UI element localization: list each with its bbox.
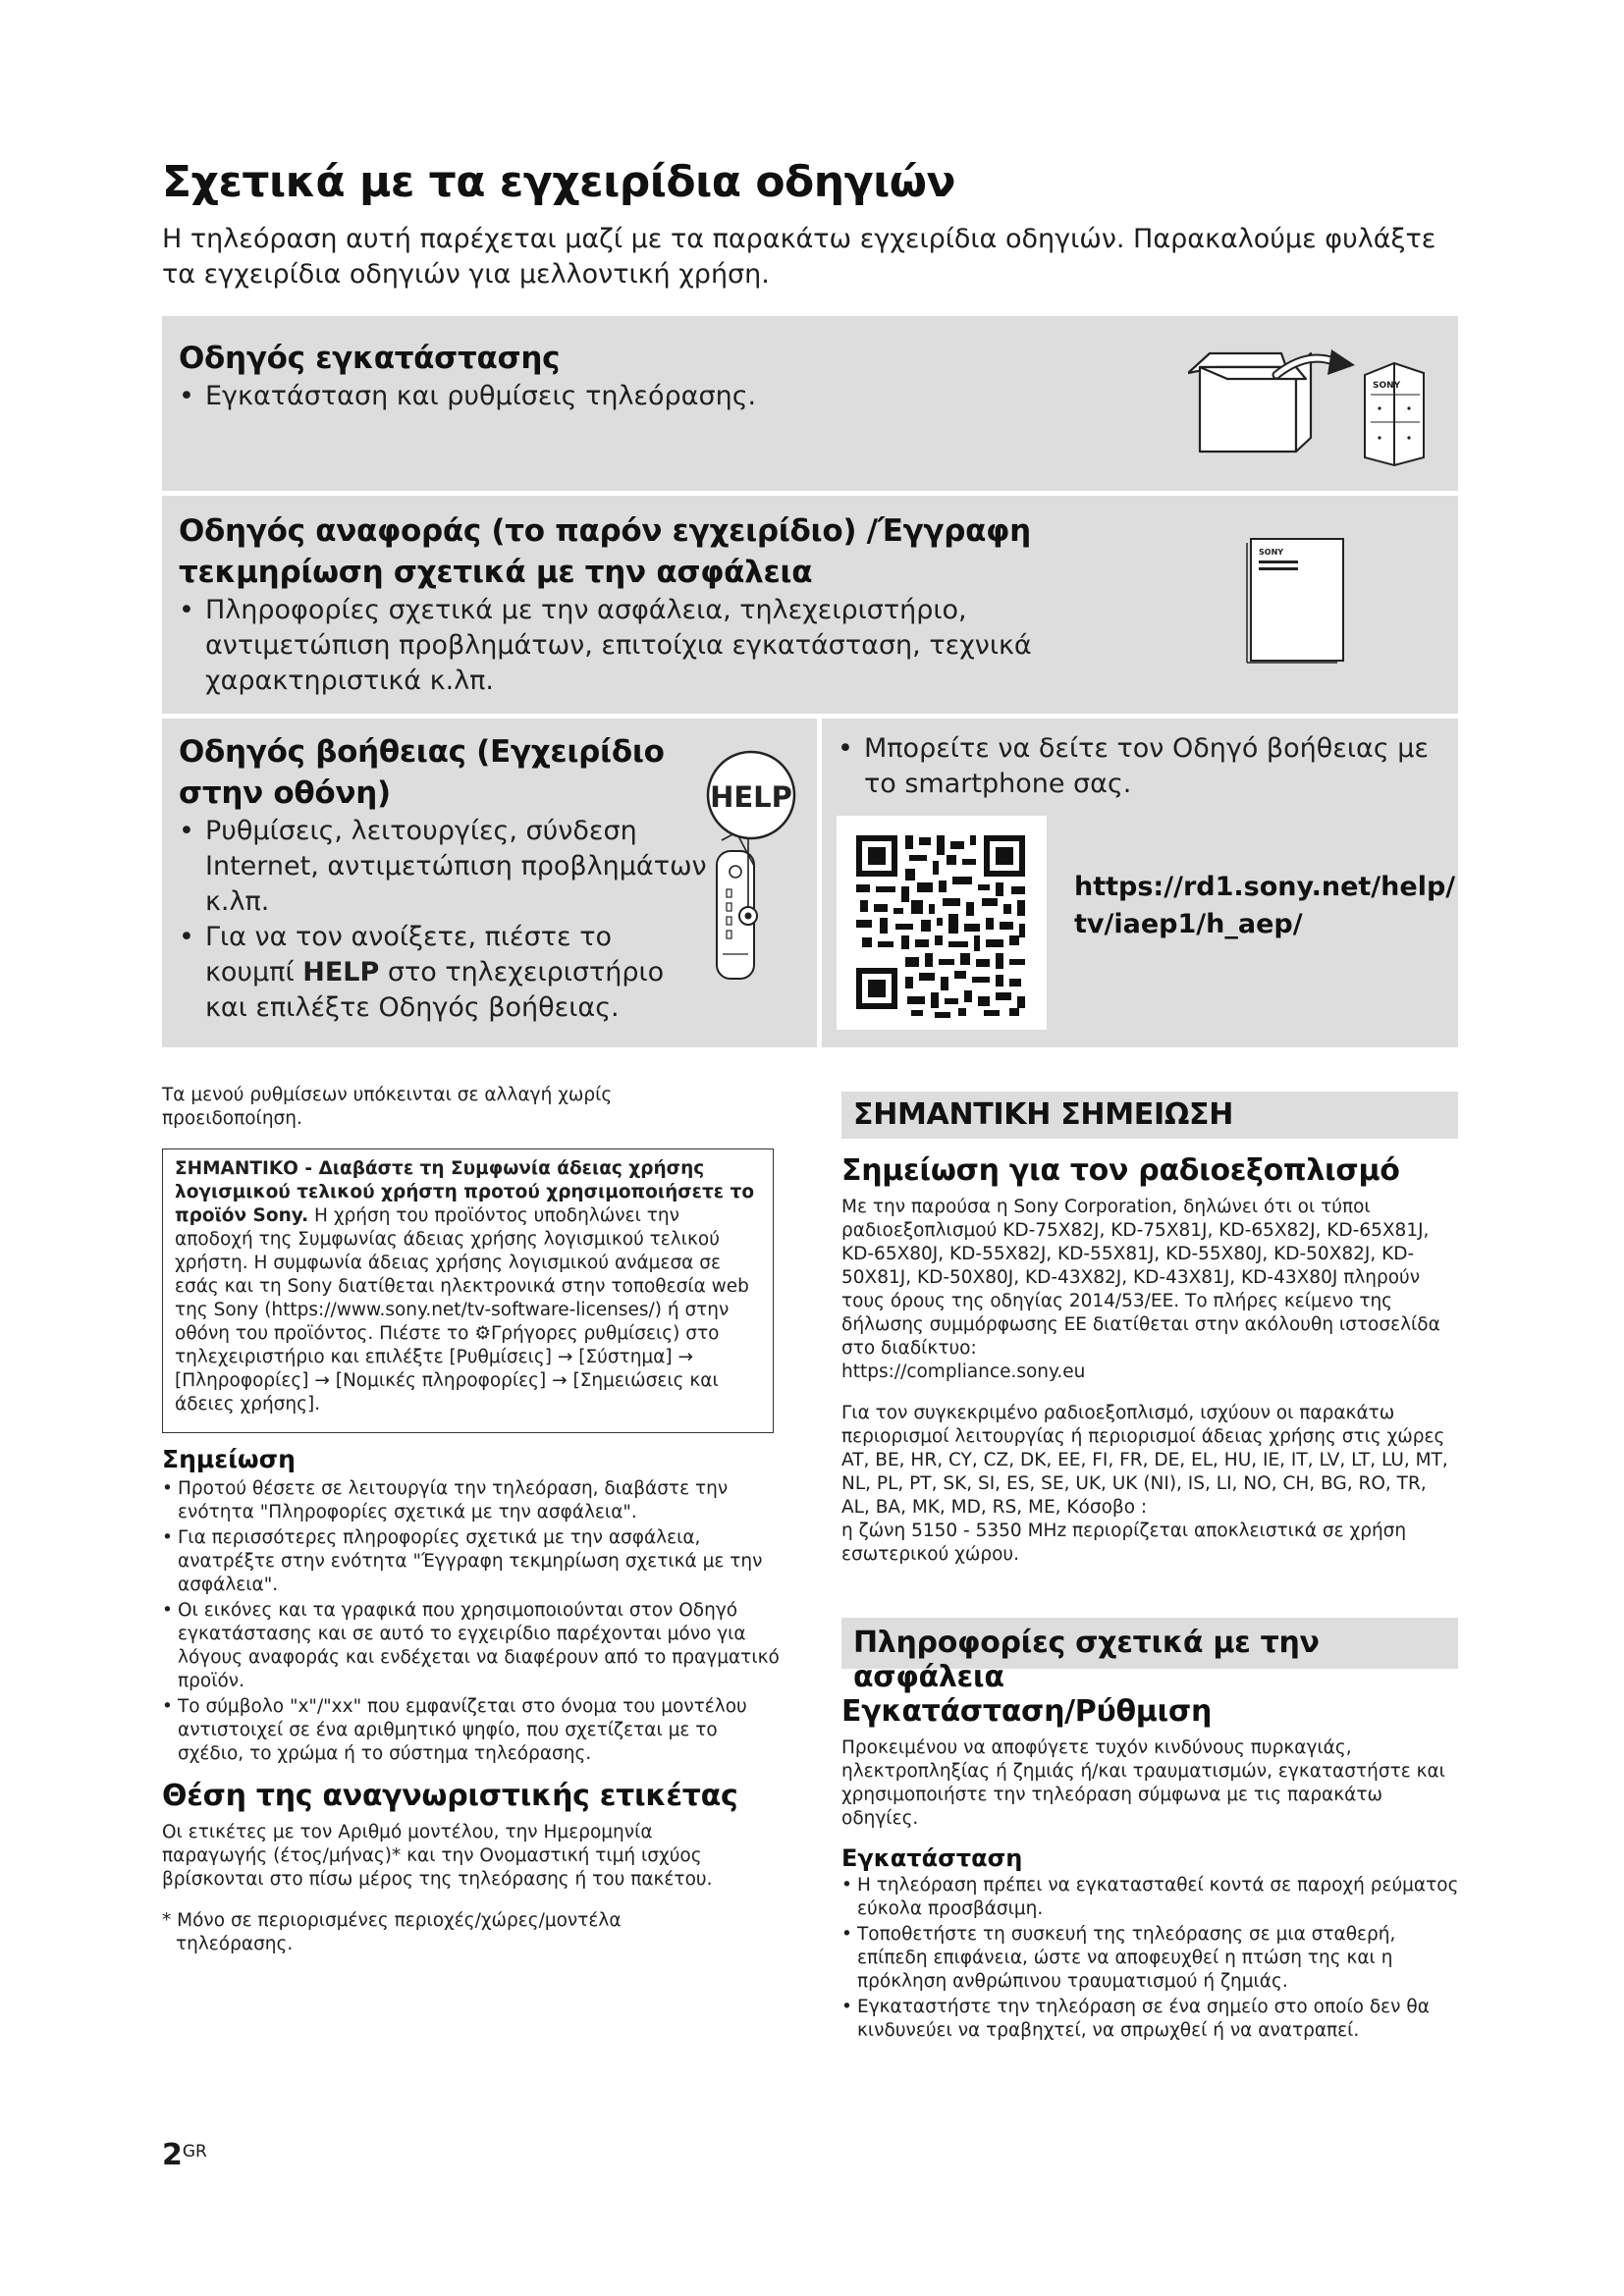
eula-text: Η χρήση του προϊόντος υποδηλώνει την αποδοχή της Συμφωνίας άδειας χρήσης λογισμικού τελικού χρήστη. Η συμφωνία άδειας χρήσης λογισμικού ανάμεσα σε εσάς και τη Sony διατίθεται ηλεκτρονικά στην τοποθεσία web της Sony (https://www.sony.net/tv-software-licenses/) ή στην οθόνη του προϊόντος. Πιέστε το [175,1205,749,1344]
list-item: • Προτού θέσετε σε λειτουργία την τηλεόραση, διαβάστε την ενότητα "Πληροφορίες σχετικά με την ασφάλεια". [162,1477,781,1524]
note-heading: Σημείωση [162,1445,296,1473]
setup-guide-brand: SONY [1373,381,1401,391]
help-guide-smartphone-box [822,719,1458,1047]
radio-band-text: η ζώνη 5150 - 5350 MHz περιορίζεται αποκλειστικά σε χρήση εσωτερικού χώρου. [841,1521,1407,1565]
remote-help-icon [697,748,805,984]
list-item: • Ρυθμίσεις, λειτουργίες, σύνδεση Internet, αντιμετώπιση προβλημάτων κ.λπ. [179,814,708,920]
help-guide-url: https://rd1.sony.net/help/ tv/iaep1/h_aep/ [1074,872,1456,939]
installation-heading: Εγκατάσταση/Ρύθμιση [841,1694,1213,1729]
box-with-manual-icon [1188,344,1434,469]
note-list [162,1477,781,1766]
list-item: • Εγκατάσταση και ρυθμίσεις τηλεόρασης. [179,379,1458,414]
reference-guide-list [179,593,1062,699]
important-note-band [841,1092,1458,1139]
help-badge-label: HELP [710,780,792,814]
manual-booklet-icon [1239,537,1347,665]
label-footnote: * Μόνο σε περιορισμένες περιοχές/χώρες/μοντέλα τηλεόρασης. [162,1910,622,1954]
list-item: • Οι εικόνες και τα γραφικά που χρησιμοποιούνται στον Οδηγό εγκατάστασης και σε αυτό το εγχειρίδιο παρέχονται μόνο για λόγους αναφοράς και ενδέχεται να διαφέρουν από το πραγματικό προϊόν. [162,1599,781,1693]
radio-restrictions-text: Για τον συγκεκριμένο ραδιοεξοπλισμό, ισχύουν οι παρακάτω περιορισμοί λειτουργίας ή περιορισμοί άδειας χρήσης στις χώρες AT, BE, HR, CY, CZ, DK, EE, FI, FR, DE, EL, HU, IE, IT, LV, LT, LU, MT, NL, PL, PT, SK, SI, ES, SE, UK, UK (NI), IS, LI, NO, CH, BG, RO, TR, AL, BA, MK, MD, RS, ME, Κόσοβο : [841,1403,1448,1518]
label-text: Οι ετικέτες με τον Αριθμό μοντέλου, την Ημερομηνία παραγωγής (έτος/μήνας)* και την Ονομαστική τιμή ισχύος βρίσκονται στο πίσω μέρος της τηλεόρασης ή του πακέτου. [162,1822,713,1890]
eula-warning: ΣΗΜΑΝΤΙΚΟ - Διαβάστε τη Συμφωνία άδειας χρήσης λογισμικού τελικού χρήστη προτού χρησιμοποιήσετε το προϊόν Sony. [175,1158,755,1226]
help-guide-box [162,719,817,1047]
reference-guide-brand: SONY [1259,548,1284,557]
list-item: • Μπορείτε να δείτε τον Οδηγό βοήθειας με το smartphone σας. [838,731,1446,802]
radio-equipment-section [841,1153,1460,1567]
eula-notice-box [162,1148,774,1433]
menu-note: Τα μενού ρυθμίσεων υπόκεινται σε αλλαγή χωρίς προειδοποίηση. [162,1085,613,1129]
installation-list [841,1874,1460,2043]
radio-heading: Σημείωση για τον ραδιοεξοπλισμό [841,1153,1400,1188]
help-open-text-end: στο τηλεχειριστήριο και επιλέξτε Οδηγός βοήθειας. [205,957,665,1023]
eula-text-quick: Γρήγορες ρυθμίσεις) [490,1323,680,1344]
reference-guide-heading: Οδηγός αναφοράς (το παρόν εγχειρίδιο) /Έγγραφη τεκμηρίωση σχετικά με την ασφάλεια [179,513,1031,590]
page-number [162,2138,207,2172]
gear-icon: ⚙ [474,1323,491,1344]
setup-guide-heading: Οδηγός εγκατάστασης [179,341,561,376]
note-section [162,1445,781,1768]
reference-guide-box [162,496,1458,714]
list-item [179,920,708,1026]
list-item: • Για περισσότερες πληροφορίες σχετικά με την ασφάλεια, ανατρέξτε στην ενότητα "Έγγραφη τεκμηρίωση σχετικά με την ασφάλεια". [162,1526,781,1597]
safety-band [841,1618,1458,1694]
smartphone-list [838,731,1446,802]
label-heading: Θέση της αναγνωριστικής ετικέτας [162,1779,738,1813]
radio-declaration-text: Με την παρούσα η Sony Corporation, δηλώνει ότι οι τύποι ραδιοεξοπλισμού KD-75X82J, KD-75X81J, KD-65X82J, KD-65X81J, KD-65X80J, KD-55X82J, KD-55X81J, KD-55X80J, KD-50X82J, KD-50X81J, KD-50X80J, KD-43X82J, KD-43X81J, KD-43X80J πληρούν τους όρους της οδηγίας 2014/53/ΕΕ. Το πλήρες κείμενο της δήλωσης συμμόρφωσης ΕΕ διατίθεται στην ακόλουθη ιστοσελίδα στο διαδίκτυο: [841,1197,1440,1359]
page-number-value: 2 [162,2138,183,2172]
qr-code [837,816,1047,1030]
compliance-url: https://compliance.sony.eu [841,1362,1086,1382]
list-item: • Τοποθετήστε τη συσκευή της τηλεόρασης σε μια σταθερή, επίπεδη επιφάνεια, ώστε να αποφευχθεί η πτώση της και η πρόκληση ανθρώπινου τραυματισμού ή ζημιάς. [841,1923,1460,1994]
page-title: Σχετικά με τα εγχειρίδια οδηγιών [162,157,955,207]
list-item: • Το σύμβολο "x"/"xx" που εμφανίζεται στο όνομα του μοντέλου αντιστοιχεί σε ένα αριθμητικό ψηφίο, που σχετίζεται με το σχέδιο, το χρώμα ή το σύστημα τηλεόρασης. [162,1695,781,1766]
installation-section [841,1694,1460,2045]
help-open-text: Για να τον ανοίξετε, πιέστε το κουμπί [205,922,612,988]
radio-declaration [841,1196,1460,1384]
help-key-label: HELP [302,957,380,988]
list-item: • Πληροφορίες σχετικά με την ασφάλεια, τηλεχειριστήριο, αντιμετώπιση προβλημάτων, επιτοίχια εγκατάσταση, τεχνικά χαρακτηριστικά κ.λπ. [179,593,1062,699]
installation-subheading: Εγκατάσταση [841,1844,1023,1872]
eula-text-end: στο τηλεχειριστήριο και επιλέξτε [Ρυθμίσεις] → [Σύστημα] → [Πληροφορίες] → [Νομικές πληροφορίες] → [Σημειώσεις και άδειες χρήσης]. [175,1323,720,1415]
help-guide-heading: Οδηγός βοήθειας (Εγχειρίδιο στην οθόνη) [179,734,665,811]
radio-restrictions [841,1402,1460,1567]
label-section [162,1779,751,1956]
list-item: • Η τηλεόραση πρέπει να εγκατασταθεί κοντά σε παροχή ρεύματος εύκολα προσβάσιμη. [841,1874,1460,1921]
setup-guide-box [162,316,1458,491]
page-number-suffix: GR [182,2142,207,2162]
safety-title: Πληροφορίες σχετικά με την ασφάλεια [853,1626,1320,1694]
intro-text: Η τηλεόραση αυτή παρέχεται μαζί με τα παρακάτω εγχειρίδια οδηγιών. Παρακαλούμε φυλάξτε τα εγχειρίδια οδηγιών για μελλοντική χρήση. [162,224,1436,290]
important-note-title: ΣΗΜΑΝΤΙΚΗ ΣΗΜΕΙΩΣΗ [853,1097,1234,1132]
installation-text: Προκειμένου να αποφύγετε τυχόν κινδύνους πυρκαγιάς, ηλεκτροπληξίας ή ζημιάς ή/και τραυματισμών, εγκαταστήστε και χρησιμοποιήστε την τηλεόραση σύμφωνα με τις παρακάτω οδηγίες. [841,1737,1445,1829]
help-guide-list [179,814,709,1026]
list-item: • Εγκαταστήστε την τηλεόραση σε ένα σημείο στο οποίο δεν θα κινδυνεύει να τραβηχτεί, να σπρωχθεί ή να ανατραπεί. [841,1996,1460,2043]
